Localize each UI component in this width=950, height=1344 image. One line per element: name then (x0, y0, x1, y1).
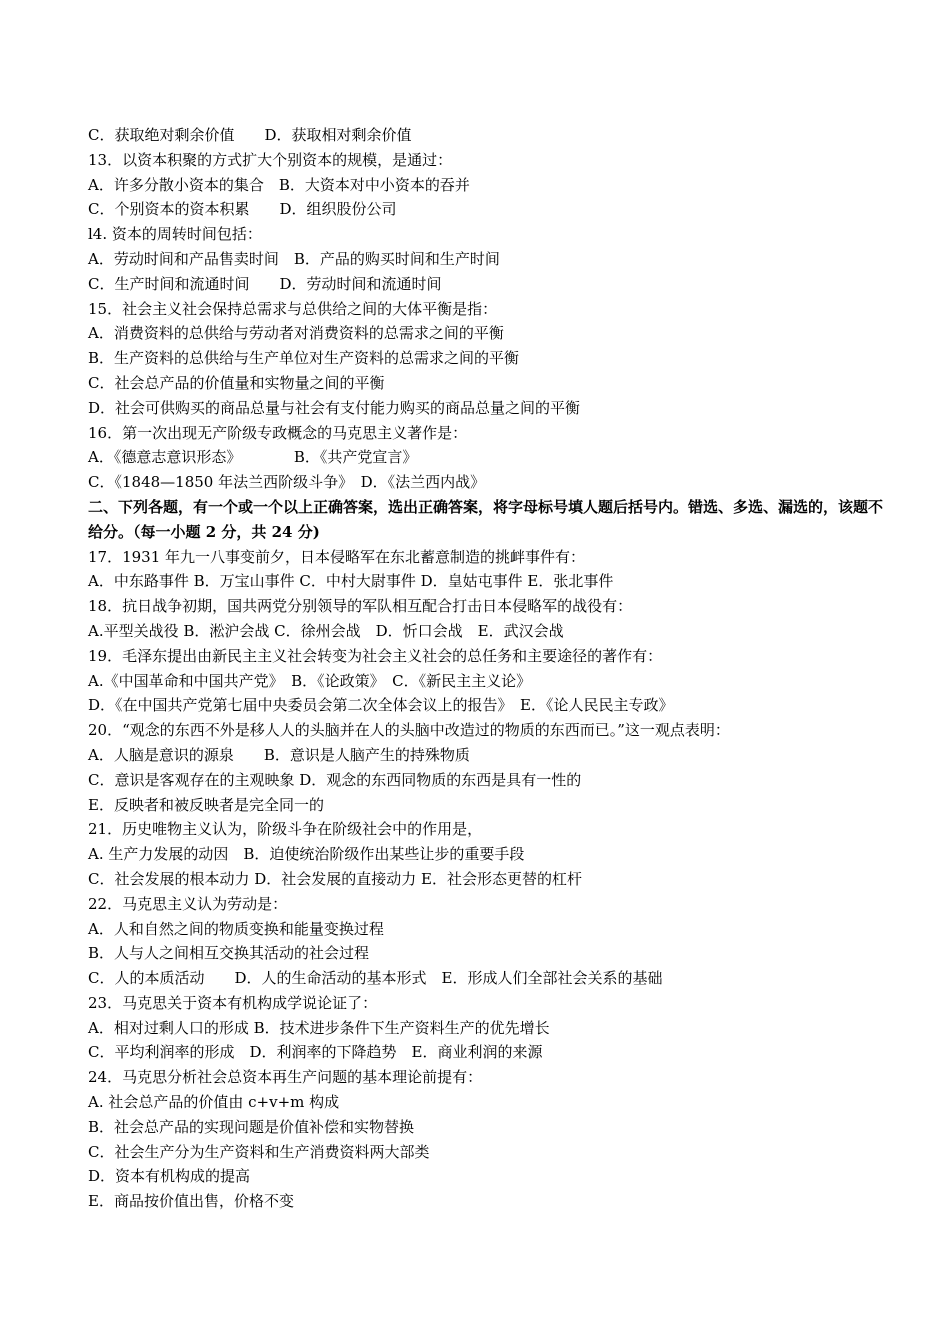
text-line: A. 社会总产品的价值由 c+v+m 构成 (88, 1093, 340, 1112)
text-line: E．反映者和被反映者是完全同一的 (88, 795, 324, 814)
section-heading: 二、下列各题，有一个或一个以上正确答案，选出正确答案，将字母标号填人题后括号内。错选、多选、漏选的，该题不给分。（每一小题 2 分，共 24 分) (88, 497, 884, 541)
text-line: A．许多分散小资本的集合 B．大资本对中小资本的吞并 (88, 175, 470, 194)
text-line: A．人脑是意识的源泉 B．意识是人脑产生的持殊物质 (88, 745, 470, 764)
question-20: 20．“观念的东西不外是移人人的头脑并在人的头脑中改造过的物质的东西而已。”这一观点表明： (88, 721, 730, 740)
text-line: D．《在中国共产党第七届中央委员会第二次全体会议上的报告》 E．《论人民民主专政》 (88, 696, 674, 715)
text-line: D．社会可供购买的商品总量与社会有支付能力购买的商品总量之间的平衡 (88, 398, 581, 417)
text-line: C．社会发展的根本动力 D．社会发展的直接动力 E．社会形态更替的杠杆 (88, 869, 582, 888)
text-line: C．《1848—1850 年法兰西阶级斗争》 D．《法兰西内战》 (88, 473, 486, 492)
question-22: 22．马克思主义认为劳动是： (88, 894, 288, 913)
text-line: C．人的本质活动 D．人的生命活动的基本形式 E．形成人们全部社会关系的基础 (88, 969, 663, 988)
text-line: C．个别资本的资本积累 D．组织股份公司 (88, 200, 397, 219)
question-16: 16．第一次出现无产阶级专政概念的马克思主义著作是： (88, 423, 468, 442)
text-line: A．中东路事件 B．万宝山事件 C．中村大尉事件 D．皇姑屯事件 E．张北事件 (88, 572, 614, 591)
question-13: 13．以资本积聚的方式扩大个别资本的规模，是通过： (88, 150, 453, 169)
text-line: B．人与人之间相互交换其活动的社会过程 (88, 944, 370, 963)
question-15: 15．社会主义社会保持总需求与总供给之间的大体平衡是指： (88, 299, 498, 318)
question-18: 18．抗日战争初期，国共两党分别领导的军队相互配合打击日本侵略军的战役有： (88, 597, 633, 616)
text-line: A．人和自然之间的物质变换和能量变换过程 (88, 919, 384, 938)
text-line: A．相对过剩人口的形成 B．技术进步条件下生产资料生产的优先增长 (88, 1018, 550, 1037)
question-17: 17．1931 年九一八事变前夕，日本侵略军在东北蓄意制造的挑衅事件有： (88, 547, 586, 566)
text-line: D．资本有机构成的提高 (88, 1167, 251, 1186)
question-23: 23．马克思关于资本有机构成学说论证了： (88, 993, 378, 1012)
text-line: C．生产时间和流通时间 D．劳动时间和流通时间 (88, 274, 442, 293)
text-line: B．社会总产品的实现问题是价值补偿和实物替换 (88, 1117, 415, 1136)
text-line: A．《德意志意识形态》 B．《共产党宣言》 (88, 448, 418, 467)
text-line: A．劳动时间和产品售卖时间 B．产品的购买时间和生产时间 (88, 249, 500, 268)
question-21: 21．历史唯物主义认为，阶级斗争在阶级社会中的作用是， (88, 820, 483, 839)
question-19: 19．毛泽东提出由新民主主义社会转变为社会主义社会的总任务和主要途径的著作有： (88, 646, 663, 665)
exam-content (88, 123, 888, 1214)
text-line: A．消费资料的总供给与劳动者对消费资料的总需求之间的平衡 (88, 324, 504, 343)
text-line: C．社会总产品的价值量和实物量之间的平衡 (88, 373, 385, 392)
text-line: B．生产资料的总供给与生产单位对生产资料的总需求之间的平衡 (88, 349, 520, 368)
text-line: C．平均利润率的形成 D．利润率的下降趋势 E．商业利润的来源 (88, 1043, 543, 1062)
text-line: A. 生产力发展的动因 B．迫使统治阶级作出某些让步的重要手段 (88, 845, 525, 864)
question-24: 24．马克思分析社会总资本再生产问题的基本理论前提有： (88, 1068, 483, 1087)
text-line: E．商品按价值出售，价格不变 (88, 1192, 294, 1211)
question-14: l4. 资本的周转时间包括： (88, 225, 262, 244)
text-line: C．意识是客观存在的主观映象 D．观念的东西同物质的东西是具有一性的 (88, 770, 582, 789)
text-line: A.平型关战役 B．淞沪会战 C．徐州会战 D．忻口会战 E．武汉会战 (88, 621, 564, 640)
text-line: A.《中国革命和中国共产党》 B．《论政策》 C．《新民主主义论》 (88, 671, 532, 690)
text-line: C．获取绝对剩余价值 D．获取相对剩余价值 (88, 126, 412, 144)
text-line: C．社会生产分为生产资料和生产消费资料两大部类 (88, 1142, 430, 1161)
